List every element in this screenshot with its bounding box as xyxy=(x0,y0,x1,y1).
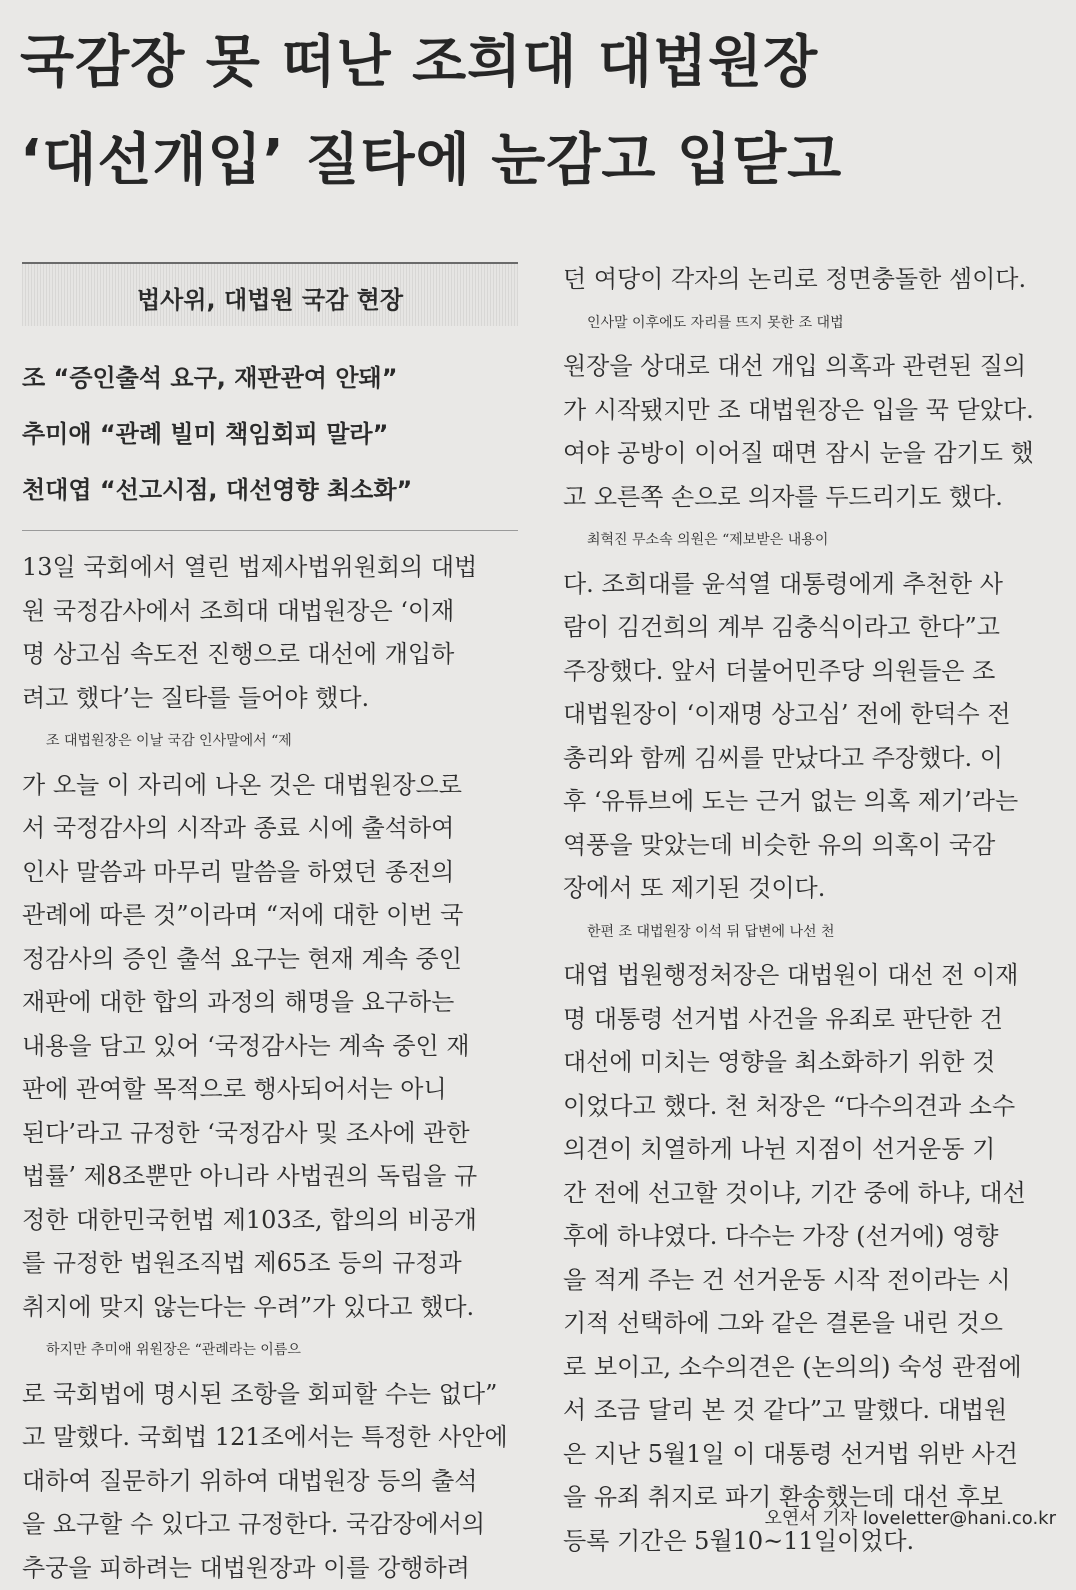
body-column-right xyxy=(563,258,1059,1563)
text-line: 대하여 질문하기 위하여 대법원장 등의 출석 xyxy=(22,1460,520,1504)
text-line: 등록 기간은 5월10~11일이었다. xyxy=(563,1520,1059,1564)
text-line: 된다’라고 규정한 ‘국정감사 및 조사에 관한 xyxy=(22,1112,520,1156)
text-line: 대선에 미치는 영향을 최소화하기 위한 것 xyxy=(563,1041,1059,1085)
subheadline-2: 추미애 “관례 빌미 책임회피 말라” xyxy=(22,406,522,462)
headline xyxy=(20,14,1060,210)
text-line: 후 ‘유튜브에 도는 근거 없는 의혹 제기’라는 xyxy=(563,780,1059,824)
text-line: 람이 김건희의 계부 김충식이라고 한다”고 xyxy=(563,606,1059,650)
text-line: 정한 대한민국헌법 제103조, 합의의 비공개 xyxy=(22,1199,520,1243)
text-line: 이었다고 했다. 천 처장은 “다수의견과 소수 xyxy=(563,1085,1059,1129)
subheadline-3: 천대엽 “선고시점, 대선영향 최소화” xyxy=(22,462,522,518)
text-line: 인사말 이후에도 자리를 뜨지 못한 조 대법 xyxy=(563,302,1059,346)
text-line: 재판에 대한 합의 과정의 해명을 요구하는 xyxy=(22,981,520,1025)
text-line: 려고 했다’는 질타를 들어야 했다. xyxy=(22,677,520,721)
text-line: 추궁을 피하려는 대법원장과 이를 강행하려 xyxy=(22,1547,520,1590)
text-line: 고 오른쪽 손으로 의자를 두드리기도 했다. xyxy=(563,476,1059,520)
text-line: 명 대통령 선거법 사건을 유죄로 판단한 건 xyxy=(563,998,1059,1042)
text-line: 법률’ 제8조뿐만 아니라 사법권의 독립을 규 xyxy=(22,1155,520,1199)
text-line: 후에 하냐였다. 다수는 가장 (선거에) 영향 xyxy=(563,1215,1059,1259)
text-line: 명 상고심 속도전 진행으로 대선에 개입하 xyxy=(22,633,520,677)
text-line: 을 요구할 수 있다고 규정한다. 국감장에서의 xyxy=(22,1503,520,1547)
subheadlines xyxy=(22,350,522,518)
text-line: 인사 말씀과 마무리 말씀을 하였던 종전의 xyxy=(22,851,520,895)
text-line: 한편 조 대법원장 이석 뒤 답변에 나선 천 xyxy=(563,911,1059,955)
text-line: 취지에 맞지 않는다는 우려”가 있다고 했다. xyxy=(22,1286,520,1330)
text-line: 을 유죄 취지로 파기 환송했는데 대선 후보 xyxy=(563,1476,1059,1520)
text-line: 내용을 담고 있어 ‘국정감사는 계속 중인 재 xyxy=(22,1025,520,1069)
headline-line-1: 국감장 못 떠난 조희대 대법원장 xyxy=(20,14,1060,112)
text-line: 은 지난 5월1일 이 대통령 선거법 위반 사건 xyxy=(563,1433,1059,1477)
text-line: 조 대법원장은 이날 국감 인사말에서 “제 xyxy=(22,720,520,764)
divider xyxy=(22,530,518,531)
text-line: 서 국정감사의 시작과 종료 시에 출석하여 xyxy=(22,807,520,851)
text-line: 의견이 치열하게 나뉜 지점이 선거운동 기 xyxy=(563,1128,1059,1172)
text-line: 대법원장이 ‘이재명 상고심’ 전에 한덕수 전 xyxy=(563,693,1059,737)
headline-line-2: ‘대선개입’ 질타에 눈감고 입닫고 xyxy=(20,112,1060,210)
text-line: 원 국정감사에서 조희대 대법원장은 ‘이재 xyxy=(22,590,520,634)
text-line: 던 여당이 각자의 논리로 정면충돌한 셈이다. xyxy=(563,258,1059,302)
text-line: 장에서 또 제기된 것이다. xyxy=(563,867,1059,911)
text-line: 여야 공방이 이어질 때면 잠시 눈을 감기도 했 xyxy=(563,432,1059,476)
text-line: 로 보이고, 소수의견은 (논의의) 숙성 관점에 xyxy=(563,1346,1059,1390)
text-line: 가 시작됐지만 조 대법원장은 입을 꾹 닫았다. xyxy=(563,389,1059,433)
text-line: 판에 관여할 목적으로 행사되어서는 아니 xyxy=(22,1068,520,1112)
text-line: 역풍을 맞았는데 비슷한 유의 의혹이 국감 xyxy=(563,824,1059,868)
text-line: 최혁진 무소속 의원은 “제보받은 내용이 xyxy=(563,519,1059,563)
section-label-text: 법사위, 대법원 국감 현장 xyxy=(22,280,518,315)
text-line: 대엽 법원행정처장은 대법원이 대선 전 이재 xyxy=(563,954,1059,998)
text-line: 간 전에 선고할 것이냐, 기간 중에 하냐, 대선 xyxy=(563,1172,1059,1216)
body-column-left xyxy=(22,546,520,1590)
text-line: 기적 선택하에 그와 같은 결론을 내린 것으 xyxy=(563,1302,1059,1346)
text-line: 원장을 상대로 대선 개입 의혹과 관련된 질의 xyxy=(563,345,1059,389)
section-label xyxy=(22,262,518,326)
text-line: 하지만 추미애 위원장은 “관례라는 이름으 xyxy=(22,1329,520,1373)
text-line: 가 오늘 이 자리에 나온 것은 대법원장으로 xyxy=(22,764,520,808)
text-line: 서 조금 달리 본 것 같다”고 말했다. 대법원 xyxy=(563,1389,1059,1433)
text-line: 를 규정한 법원조직법 제65조 등의 규정과 xyxy=(22,1242,520,1286)
text-line: 을 적게 주는 건 선거운동 시작 전이라는 시 xyxy=(563,1259,1059,1303)
text-line: 주장했다. 앞서 더불어민주당 의원들은 조 xyxy=(563,650,1059,694)
text-line: 고 말했다. 국회법 121조에서는 특정한 사안에 xyxy=(22,1416,520,1460)
byline: 오연서 기자 loveletter@hani.co.kr xyxy=(765,1504,1057,1530)
text-line: 총리와 함께 김씨를 만났다고 주장했다. 이 xyxy=(563,737,1059,781)
text-line: 정감사의 증인 출석 요구는 현재 계속 중인 xyxy=(22,938,520,982)
text-line: 13일 국회에서 열린 법제사법위원회의 대법 xyxy=(22,546,520,590)
text-line: 관례에 따른 것”이라며 “저에 대한 이번 국 xyxy=(22,894,520,938)
text-line: 로 국회법에 명시된 조항을 회피할 수는 없다” xyxy=(22,1373,520,1417)
subheadline-1: 조 “증인출석 요구, 재판관여 안돼” xyxy=(22,350,522,406)
text-line: 다. 조희대를 윤석열 대통령에게 추천한 사 xyxy=(563,563,1059,607)
